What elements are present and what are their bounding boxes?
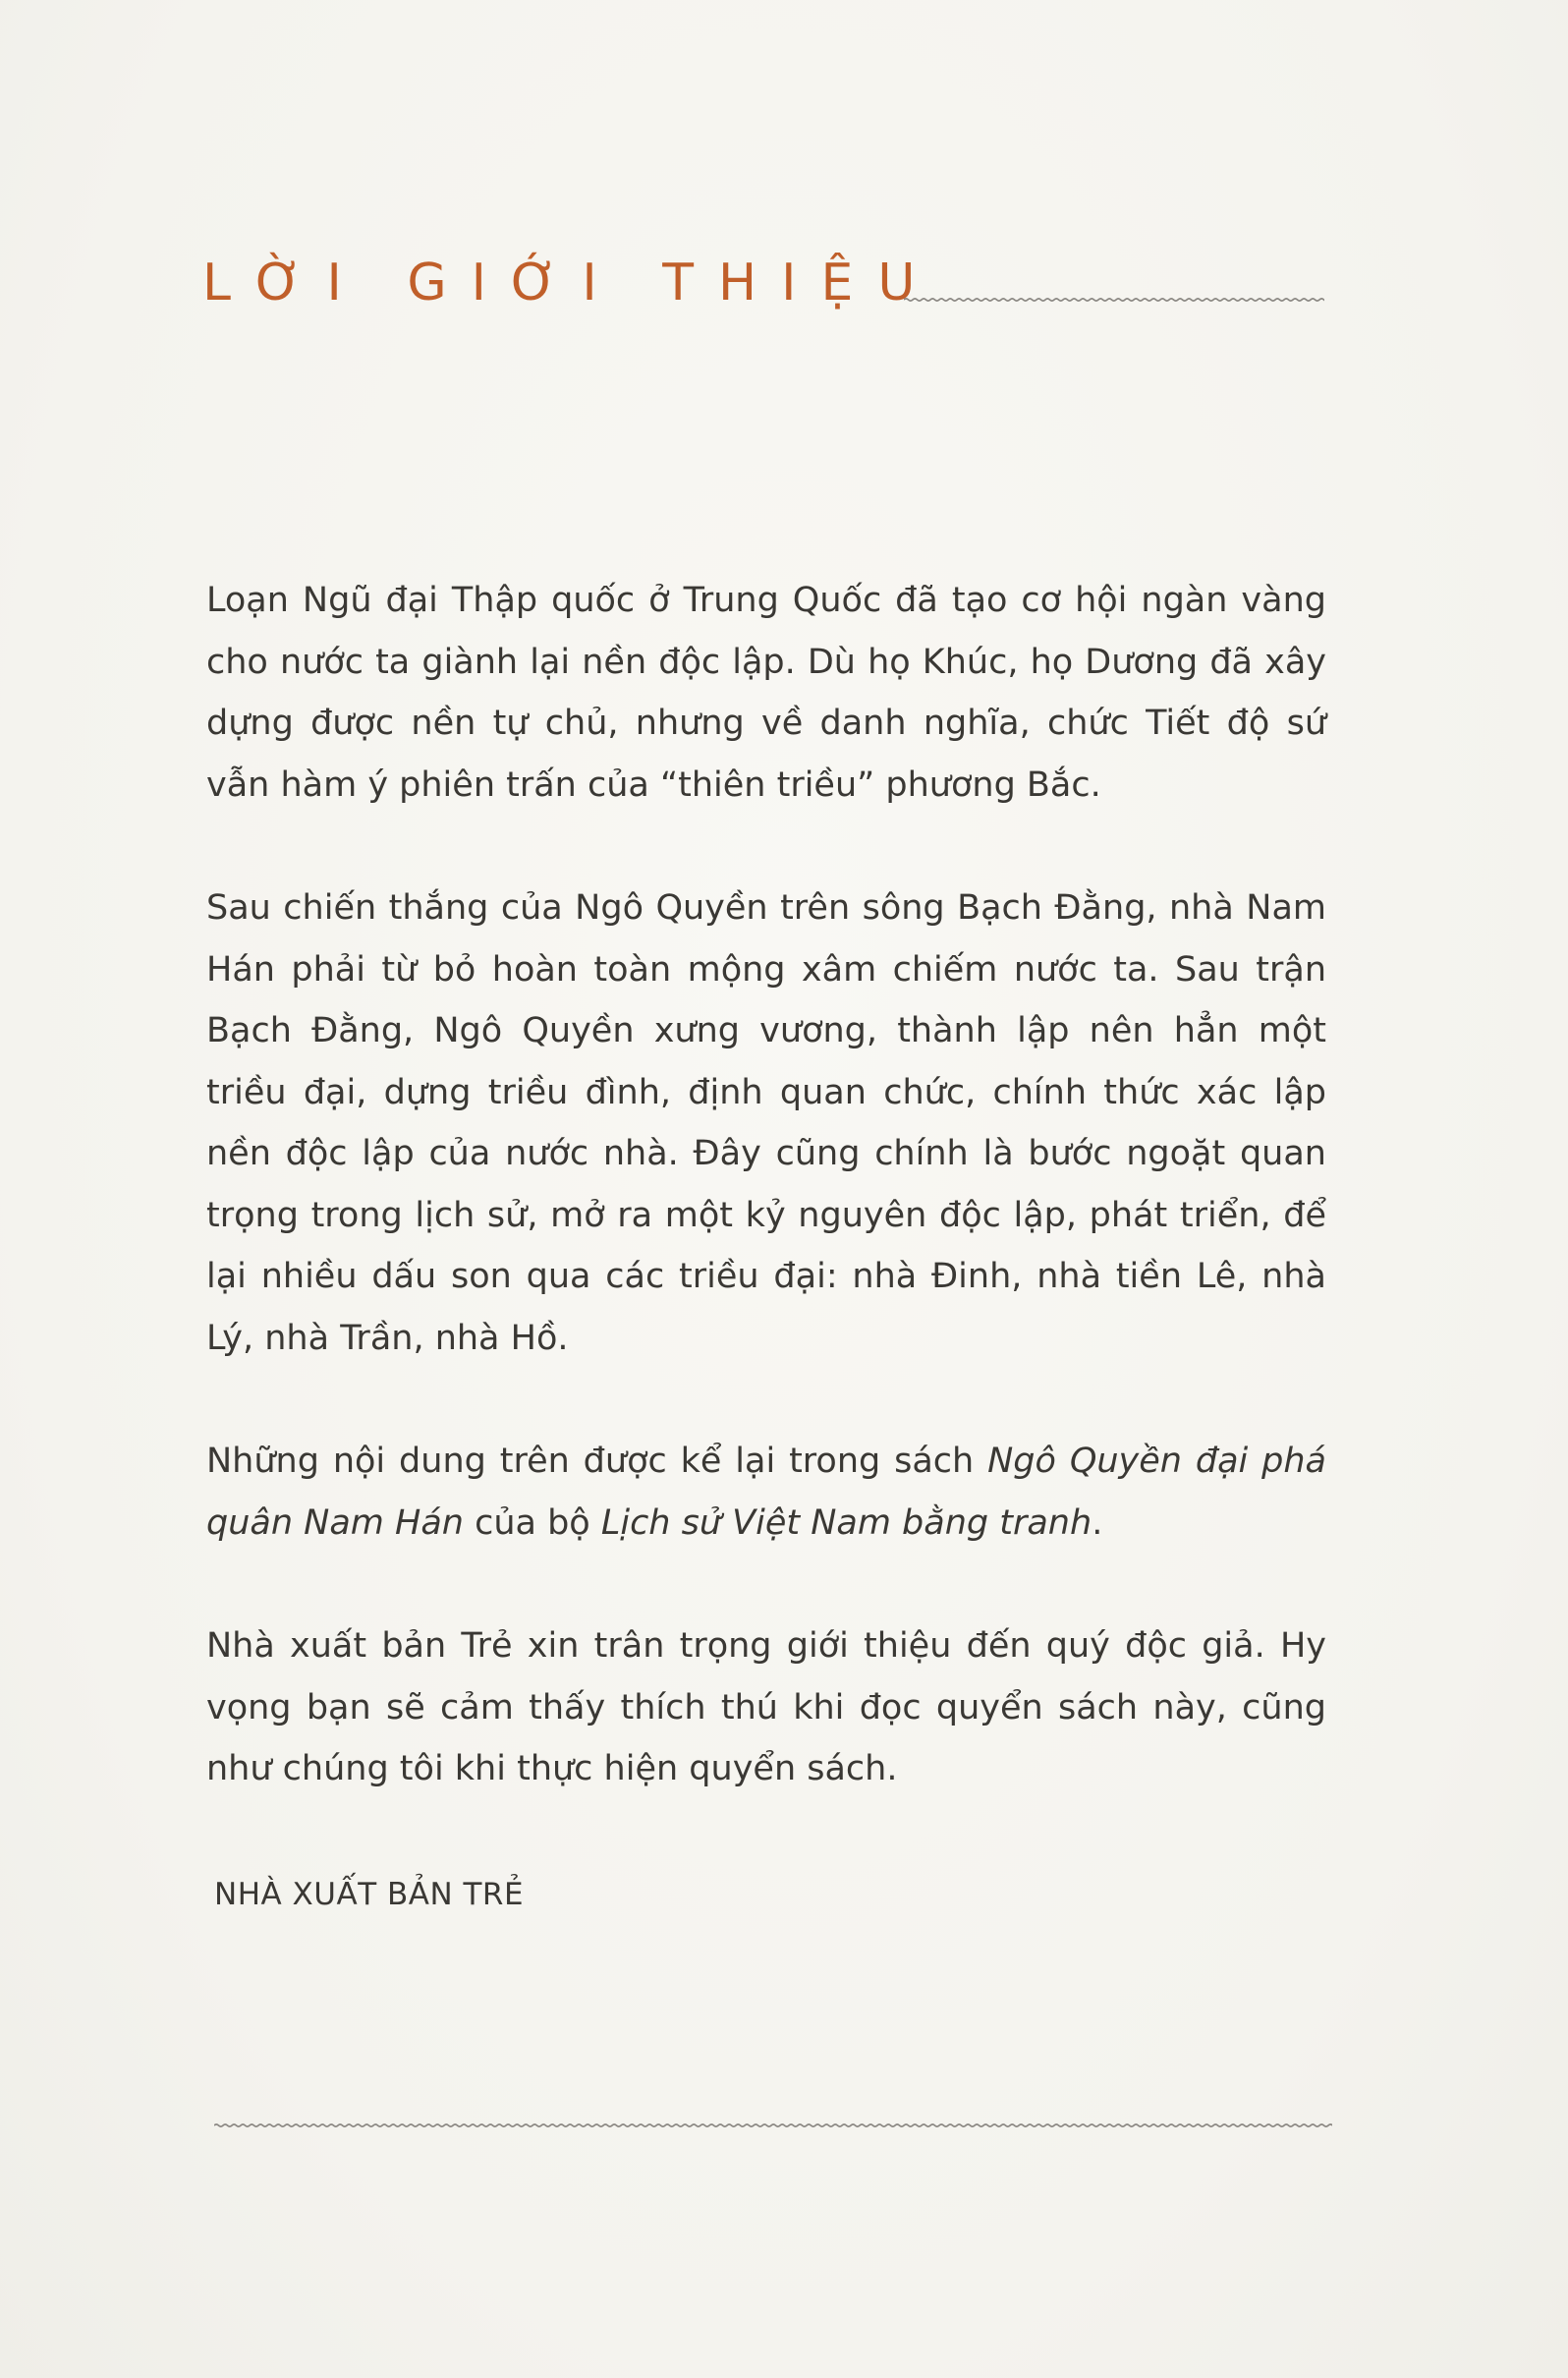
paragraph-3-text-1: Những nội dung trên được kể lại trong sách bbox=[206, 1442, 988, 1481]
wavy-divider-bottom bbox=[214, 2121, 1332, 2130]
wavy-divider-top bbox=[904, 295, 1324, 305]
body-text bbox=[206, 570, 1326, 1800]
page-heading: LỜI GIỚI THIỆU bbox=[202, 254, 940, 312]
publisher-signature: NHÀ XUẤT BẢN TRẺ bbox=[214, 1877, 525, 1912]
paragraph-4: Nhà xuất bản Trẻ xin trân trọng giới thiệu đến quý độc giả. Hy vọng bạn sẽ cảm thấy thích thú khi đọc quyển sách này, cũng như chúng tôi khi thực hiện quyển sách. bbox=[206, 1626, 1326, 1788]
book-title: Ngô Quyền đại phá quân Nam Hán bbox=[206, 1442, 1326, 1543]
paragraph-1: Loạn Ngũ đại Thập quốc ở Trung Quốc đã tạo cơ hội ngàn vàng cho nước ta giành lại nền độc lập. Dù họ Khúc, họ Dương đã xây dựng được nền tự chủ, nhưng về danh nghĩa, chức Tiết độ sứ vẫn hàm ý phiên trấn của “thiên triều” phương Bắc. bbox=[206, 581, 1326, 805]
paragraph-2: Sau chiến thắng của Ngô Quyền trên sông Bạch Đằng, nhà Nam Hán phải từ bỏ hoàn toàn mộng xâm chiếm nước ta. Sau trận Bạch Đằng, Ngô Quyền xưng vương, thành lập nên hẳn một triều đại, dựng triều đình, định quan chức, chính thức xác lập nền độc lập của nước nhà. Đây cũng chính là bước ngoặt quan trọng trong lịch sử, mở ra một kỷ nguyên độc lập, phát triển, để lại nhiều dấu son qua các triều đại: nhà Đinh, nhà tiền Lê, nhà Lý, nhà Trần, nhà Hồ. bbox=[206, 888, 1326, 1358]
paragraph-3-text-3: . bbox=[1092, 1502, 1103, 1543]
paragraph-3-text-2: của bộ bbox=[463, 1502, 601, 1543]
paragraph-3 bbox=[206, 1431, 1326, 1554]
series-title: Lịch sử Việt Nam bằng tranh bbox=[600, 1502, 1092, 1543]
